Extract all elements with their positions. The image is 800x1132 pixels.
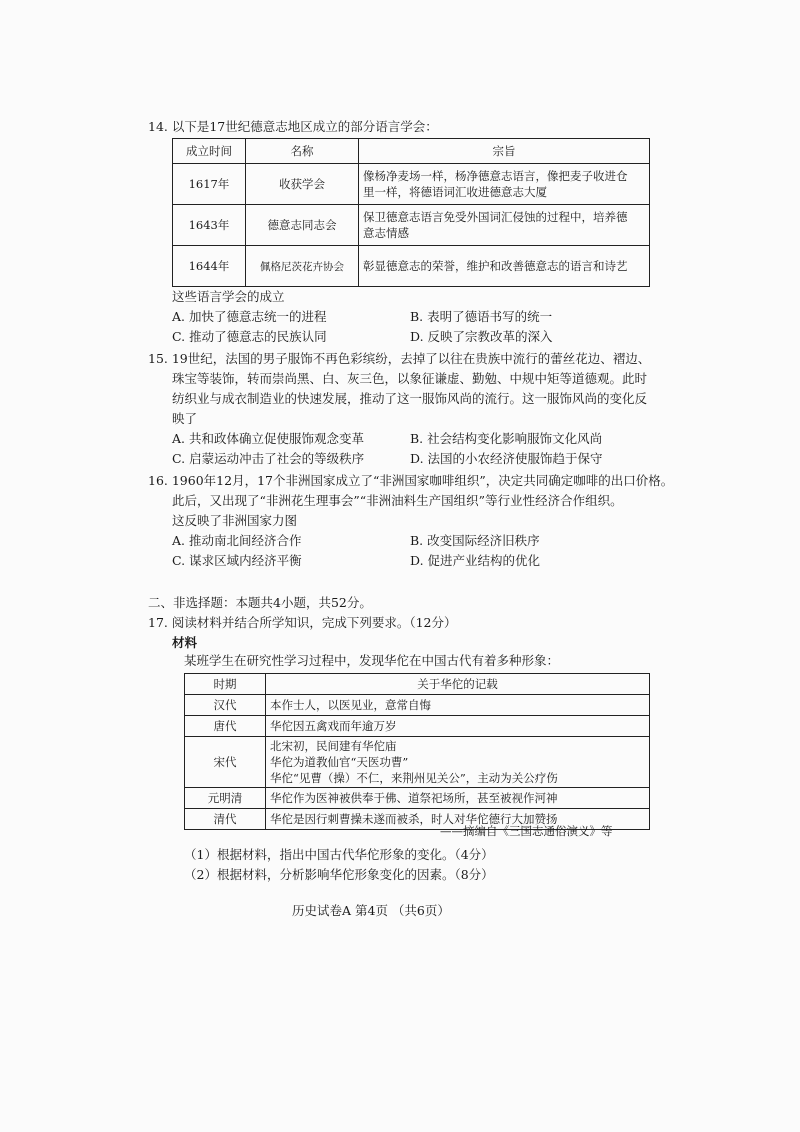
q15-option-a: A. 共和政体确立促使服饰观念变革 [172, 431, 364, 446]
q14-row1-aim-line1: 像杨净麦场一样，杨净德意志语言，像把麦子收进仓 [363, 169, 628, 183]
q17-row3-record2: 华佗为道教仙官“天医功曹” [270, 755, 409, 769]
q17-header-period: 时期 [185, 674, 266, 695]
q17-row5-period: 清代 [185, 809, 266, 830]
q16-line2: 此后，又出现了“非洲花生理事会”“非洲油料生产国组织”等行业性经济合作组织。 [172, 493, 623, 508]
table-row [173, 246, 650, 287]
q17-row3-record3: 华佗“见曹（操）不仁，来荆州见关公”，主动为关公疗伤 [270, 771, 558, 785]
q14-stem: 14. 以下是17世纪德意志地区成立的部分语言学会： [148, 119, 438, 134]
q14-header-time: 成立时间 [173, 139, 246, 164]
q16-option-b: B. 改变国际经济旧秩序 [410, 533, 540, 548]
q14-header-name: 名称 [246, 139, 359, 164]
q16-option-c: C. 谋求区域内经济平衡 [172, 553, 302, 568]
q17-subq1: （1）根据材料，指出中国古代华佗形象的变化。（4分） [184, 847, 494, 862]
q15-line2: 珠宝等装饰，转而崇尚黑、白、灰三色，以象征谦虚、勤勉、中规中矩等道德观。此时 [172, 371, 648, 386]
q14-row2-name: 德意志同志会 [246, 205, 359, 246]
table-row [173, 205, 650, 246]
q14-row2-aim-line2: 意志情感 [363, 226, 409, 240]
q15-option-d: D. 法国的小农经济使服饰趋于保守 [410, 451, 603, 466]
table-row [185, 716, 650, 737]
q17-row3-record1: 北宋初，民间建有华佗庙 [270, 739, 397, 753]
q17-intro: 某班学生在研究性学习过程中，发现华佗在中国古代有着多种形象： [184, 653, 560, 668]
q17-row1-record: 本作士人，以医见业，意常自悔 [266, 695, 650, 716]
q15-line1: 15. 19世纪，法国的男子服饰不再色彩缤纷，去掉了以往在贵族中流行的蕾丝花边、褶边、 [148, 351, 651, 366]
q15-option-b: B. 社会结构变化影响服饰文化风尚 [410, 431, 603, 446]
table-row [185, 737, 650, 788]
q14-table [172, 138, 650, 287]
q17-row4-period: 元明清 [185, 788, 266, 809]
q17-row2-period: 唐代 [185, 716, 266, 737]
q17-source: ——摘编自《三国志通俗演义》等 [440, 824, 613, 838]
q14-option-b: B. 表明了德语书写的统一 [410, 309, 553, 324]
q17-table [184, 673, 650, 830]
q14-option-a: A. 加快了德意志统一的进程 [172, 309, 327, 324]
q15-line4: 映了 [172, 411, 198, 426]
q14-option-c: C. 推动了德意志的民族认同 [172, 329, 327, 344]
q15-line3: 纺织业与成衣制造业的快速发展，推动了这一服饰风尚的流行。这一服饰风尚的变化反 [172, 391, 648, 406]
q16-option-d: D. 促进产业结构的优化 [410, 553, 541, 568]
q14-option-d: D. 反映了宗教改革的深入 [410, 329, 553, 344]
q14-row1-time: 1617年 [173, 164, 246, 205]
q16-option-a: A. 推动南北间经济合作 [172, 533, 302, 548]
q17-header-records: 关于华佗的记载 [266, 674, 650, 695]
q14-row2-aim [359, 205, 650, 246]
page-footer: 历史试卷A 第4页 （共6页） [292, 903, 450, 918]
q14-row1-aim-line2: 里一样，将德语词汇收进德意志大厦 [363, 185, 547, 199]
table-row [173, 164, 650, 205]
q14-row3-name: 佩格尼茨花卉协会 [246, 246, 359, 287]
q17-row3-records [266, 737, 650, 788]
q14-row1-aim [359, 164, 650, 205]
q16-line3: 这反映了非洲国家力图 [172, 513, 298, 528]
section-heading: 二、非选择题：本题共4小题，共52分。 [148, 595, 372, 610]
q14-row3-aim [359, 246, 650, 287]
q17-row3-period: 宋代 [185, 737, 266, 788]
q15-option-c: C. 启蒙运动冲击了社会的等级秩序 [172, 451, 365, 466]
q14-row3-time: 1644年 [173, 246, 246, 287]
q16-line1: 16. 1960年12月，17个非洲国家成立了“非洲国家咖啡组织”，决定共同确定咖啡的出口价格。 [148, 473, 674, 488]
q17-stem: 17. 阅读材料并结合所学知识，完成下列要求。（12分） [148, 615, 457, 630]
q14-prompt: 这些语言学会的成立 [172, 289, 285, 304]
table-row [185, 788, 650, 809]
q17-row5-record: 华佗是因行刺曹操未遂而被杀，时人对华佗德行大加赞扬 [266, 809, 650, 830]
q17-row2-record: 华佗因五禽戏而年逾万岁 [266, 716, 650, 737]
q14-row2-aim-line1: 保卫德意志语言免受外国词汇侵蚀的过程中，培养德 [363, 210, 628, 224]
q14-header-aim: 宗旨 [359, 139, 650, 164]
q14-row1-name: 收获学会 [246, 164, 359, 205]
q17-subq2: （2）根据材料，分析影响华佗形象变化的因素。（8分） [184, 867, 494, 882]
q14-row2-time: 1643年 [173, 205, 246, 246]
q17-material-label: 材料 [172, 635, 198, 650]
q17-row4-record: 华佗作为医神被供奉于佛、道祭祀场所，甚至被视作河神 [266, 788, 650, 809]
table-row [185, 695, 650, 716]
q14-row3-aim-line1: 彰显德意志的荣誉，维护和改善德意志的语言和诗艺 [363, 259, 628, 273]
q17-row1-period: 汉代 [185, 695, 266, 716]
